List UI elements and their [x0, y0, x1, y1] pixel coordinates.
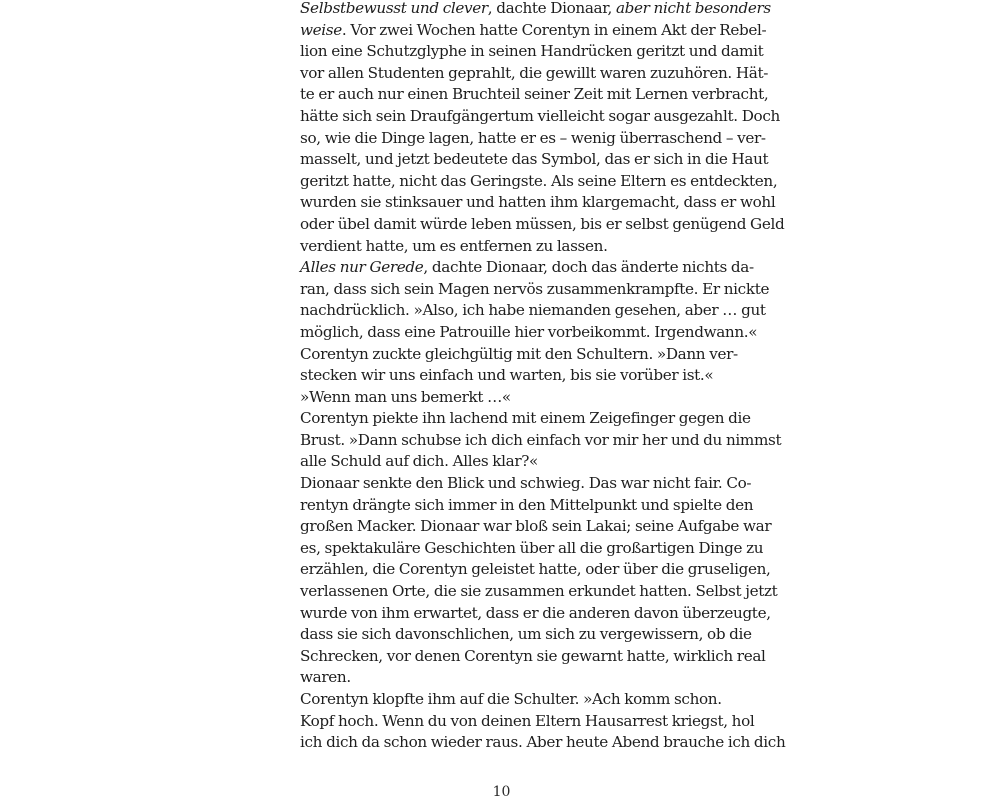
book-page — [288, 0, 786, 800]
text-run: Schrecken, vor denen Corentyn sie gewarnt hatte, wirklich real — [300, 646, 766, 665]
text-line — [300, 603, 771, 625]
text-line — [300, 84, 769, 106]
text-run: rentyn drängte sich immer in den Mittelpunkt und spielte den — [300, 495, 754, 514]
text-run: erzählen, die Corentyn geleistet hatte, oder über die gruseligen, — [300, 560, 771, 579]
text-run: möglich, dass eine Patrouille hier vorbeikommt. Irgendwann.« — [300, 322, 758, 341]
text-run: Corentyn zuckte gleichgültig mit den Schultern. »Dann ver- — [300, 344, 738, 363]
text-line — [300, 171, 778, 193]
text-run: geritzt hatte, nicht das Geringste. Als seine Eltern es entdeckten, — [300, 171, 778, 190]
text-run: wurde von ihm erwartet, dass er die anderen davon überzeugte, — [300, 603, 771, 622]
text-line — [300, 538, 764, 560]
text-run: hätte sich sein Draufgängertum vielleicht sogar ausgezahlt. Doch — [300, 106, 780, 125]
text-line — [300, 20, 767, 42]
italic-text: aber nicht besonders — [615, 0, 771, 17]
text-run: ich dich da schon wieder raus. Aber heute Abend brauche ich dich — [300, 733, 786, 752]
text-run: nachdrücklich. »Also, ich habe niemanden gesehen, aber … gut — [300, 301, 766, 320]
text-run: stecken wir uns einfach und warten, bis sie vorüber ist.« — [300, 366, 714, 385]
text-run: »Wenn man uns bemerkt …« — [300, 387, 511, 406]
text-run: es, spektakuläre Geschichten über all die großartigen Dinge zu — [300, 538, 764, 557]
text-line — [300, 387, 713, 409]
text-run: masselt, und jetzt bedeutete das Symbol, das er sich in die Haut — [300, 150, 769, 169]
text-line — [300, 0, 771, 20]
text-line — [300, 279, 770, 301]
text-run: ran, dass sich sein Magen nervös zusammenkrampfte. Er nickte — [300, 279, 770, 298]
text-run: Kopf hoch. Wenn du von deinen Eltern Hausarrest kriegst, hol — [300, 711, 755, 730]
text-line — [300, 344, 738, 366]
text-line — [300, 106, 780, 128]
text-line — [300, 732, 786, 754]
text-line — [300, 214, 785, 236]
text-run: waren. — [300, 668, 351, 687]
text-run: vor allen Studenten geprahlt, die gewillt waren zuzuhören. Hät- — [300, 63, 768, 82]
text-line — [300, 149, 769, 171]
text-run: oder übel damit würde leben müssen, bis er selbst genügend Geld — [300, 214, 785, 233]
text-line — [300, 192, 776, 214]
text-run: wurden sie stinksauer und hatten ihm klargemacht, dass er wohl — [300, 193, 776, 212]
text-run: Brust. »Dann schubse ich dich einfach vor mir her und du nimmst — [300, 430, 782, 449]
text-line — [300, 408, 751, 430]
text-run: lion eine Schutzglyphe in seinen Handrücken geritzt und damit — [300, 42, 764, 61]
text-line — [300, 430, 782, 452]
paragraph — [300, 344, 738, 387]
text-line — [300, 495, 754, 517]
text-line — [300, 667, 713, 689]
paragraph — [300, 473, 778, 689]
text-run: Corentyn klopfte ihm auf die Schulter. »Ach komm schon. — [300, 690, 722, 708]
text-line — [300, 711, 755, 733]
text-line — [300, 581, 778, 603]
text-line — [300, 365, 713, 387]
text-run: alle Schuld auf dich. Alles klar?« — [300, 452, 538, 471]
paragraph — [300, 689, 786, 754]
paragraph — [300, 387, 713, 409]
text-run: verdient hatte, um es entfernen zu lassen. — [300, 236, 608, 255]
text-run: te er auch nur einen Bruchteil seiner Zeit mit Lernen verbracht, — [300, 85, 769, 104]
italic-text: Alles nur Gerede — [300, 258, 424, 277]
text-line — [300, 689, 722, 711]
text-run: , dachte Dionaar, doch das änderte nichts da- — [423, 258, 754, 277]
text-run: Corentyn piekte ihn lachend mit einem Zeigefinger gegen die — [300, 409, 751, 428]
paragraph — [300, 408, 782, 473]
text-line — [300, 516, 772, 538]
italic-text: weise — [300, 20, 342, 39]
text-run: so, wie die Dinge lagen, hatte er es – wenig überraschend – ver- — [300, 128, 766, 147]
text-run: Dionaar senkte den Blick und schwieg. Das war nicht fair. Co- — [300, 474, 752, 493]
text-line — [300, 646, 766, 668]
text-line — [300, 236, 713, 258]
text-run: , dachte Dionaar, — [487, 0, 616, 17]
italic-text: Selbstbewusst und clever — [300, 0, 488, 17]
text-line — [300, 322, 758, 344]
body-text — [300, 0, 786, 754]
text-line — [300, 63, 768, 85]
paragraph — [300, 0, 785, 257]
text-line — [300, 473, 752, 495]
text-run: verlassenen Orte, die sie zusammen erkundet hatten. Selbst jetzt — [300, 582, 778, 601]
text-line — [300, 559, 771, 581]
text-line — [300, 128, 766, 150]
text-line — [300, 624, 752, 646]
text-line — [300, 257, 754, 279]
text-line — [300, 451, 713, 473]
page-number: 10 — [492, 784, 511, 800]
text-line — [300, 300, 766, 322]
text-run: . Vor zwei Wochen hatte Corentyn in einem Akt der Rebel- — [341, 20, 767, 39]
text-run: dass sie sich davonschlichen, um sich zu vergewissern, ob die — [300, 625, 752, 644]
text-line — [300, 41, 764, 63]
text-run: großen Macker. Dionaar war bloß sein Lakai; seine Aufgabe war — [300, 517, 772, 536]
paragraph — [300, 257, 770, 343]
